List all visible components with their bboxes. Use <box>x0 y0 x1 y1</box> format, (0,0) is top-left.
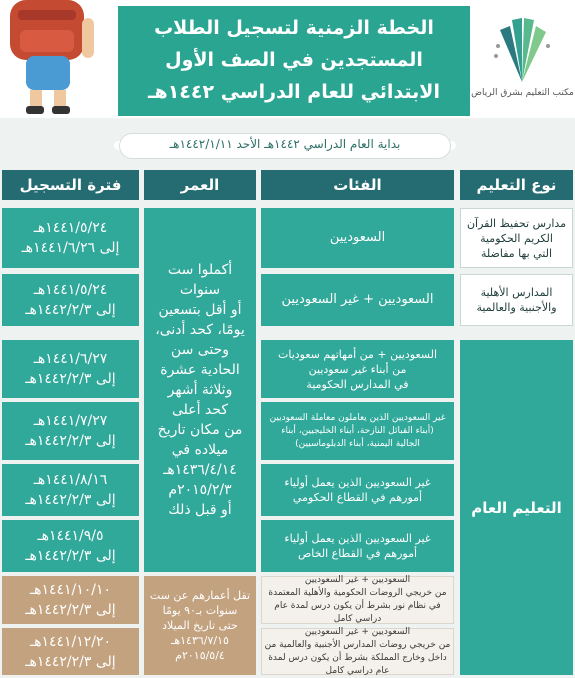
page-title: الخطة الزمنية لتسجيل الطلاب المستجدين في الصف الأول الابتدائي للعام الدراسي ١٤٤٢هـ <box>148 17 440 103</box>
category-text: غير السعوديين الذين يعمل أولياء أمورهم في القطاع الخاص <box>284 532 431 560</box>
registration-period-text: ١٤٤١/١٢/٢٠هـ إلى ١٤٤٢/٢/٣هـ <box>25 633 116 670</box>
category-text: السعوديين + غير السعوديين من خريجي روضات المدارس الأجنبية والعالمية من داخل وخارج المملكة بشرط أن يكون درس لمدة عام دراسي كامل <box>264 626 451 676</box>
category-text: غير السعوديين الذين يعاملون معاملة السعوديين (أبناء القبائل النازحة، أبناء الخليجيين، أبناء الجالية اليمنية، أبناء الدبلوماسيين) <box>269 412 446 449</box>
registration-period-text: ١٤٤١/٥/٢٤هـ إلى ١٤٤١/٦/٢٦هـ <box>21 220 120 256</box>
age-requirement-kindergarten <box>144 576 256 675</box>
category-row-6 <box>261 520 454 572</box>
education-type-private-text: المدارس الأهلية والأجنبية والعالمية <box>476 286 557 314</box>
logo-caption: مكتب التعليم بشرق الرياض <box>471 88 574 98</box>
age-requirement-main-text: أكملوا ست سنوات أو أقل بتسعين يومًا، كحد أدنى، وحتى سن الحادية عشرة وثلاثة أشهر كحد أعلى من مكان تاريخ ميلاده في ١٤٣٦/٤/١٤هـ ٢٠١٥/٢/٣م أو قبل ذلك <box>155 262 245 518</box>
registration-period-text: ١٤٤١/٨/١٦هـ إلى ١٤٤٢/٢/٣هـ <box>25 472 116 508</box>
school-year-start-text: بداية العام الدراسي ١٤٤٢هـ الأحد ١٤٤٢/١/١١هـ <box>169 137 401 151</box>
registration-period-text: ١٤٤١/٥/٢٤هـ إلى ١٤٤٢/٢/٣هـ <box>25 282 116 318</box>
education-type-general-text: التعليم العام <box>471 498 562 517</box>
registration-period-text: ١٤٤١/٦/٢٧هـ إلى ١٤٤٢/٢/٣هـ <box>25 351 116 387</box>
registration-period-4 <box>2 402 139 460</box>
column-header-registration-period: فترة التسجيل <box>2 170 139 200</box>
age-requirement-kindergarten-text: تقل أعمارهم عن ست سنوات بـ٩٠ يومًا حتى تاريخ الميلاد ١٤٣٦/٧/١٥هـ ٢٠١٥/٥/٤م <box>149 589 251 662</box>
registration-period-8 <box>2 628 139 675</box>
column-header-education-type: نوع التعليم <box>460 170 573 200</box>
ministry-logo-icon <box>492 12 552 84</box>
education-type-quran-text: مدارس تحفيظ القرآن الكريم الحكومية التي بها مفاضلة <box>466 216 567 260</box>
logo <box>470 4 575 116</box>
category-text: السعوديين + غير السعوديين <box>281 292 434 307</box>
category-text: السعوديين <box>329 230 386 245</box>
category-row-8 <box>261 628 454 675</box>
school-year-start <box>120 134 450 158</box>
age-requirement-main <box>144 208 256 572</box>
registration-period-6 <box>2 520 139 572</box>
registration-period-3 <box>2 340 139 398</box>
column-header-age: العمر <box>144 170 256 200</box>
category-row-3 <box>261 340 454 398</box>
registration-period-7 <box>2 576 139 624</box>
registration-period-text: ١٤٤١/٩/٥هـ إلى ١٤٤٢/٢/٣هـ <box>25 528 116 564</box>
registration-period-text: ١٤٤١/٧/٢٧هـ إلى ١٤٤٢/٢/٣هـ <box>25 413 116 449</box>
category-text: السعوديين + غير السعوديين من خريجي الروضات الحكومية والأهلية المعتمدة في نظام نور بشرط أن يكون درس لمدة عام دراسي كامل <box>268 575 447 624</box>
category-text: السعوديين + من أمهاتهم سعوديات من أبناء غير سعوديين في المدارس الحكومية <box>277 347 438 391</box>
education-type-quran <box>460 208 573 268</box>
category-text: غير السعوديين الذين يعمل أولياء أمورهم في القطاع الحكومي <box>284 476 431 504</box>
registration-period-text: ١٤٤١/١٠/١٠هـ إلى ١٤٤٢/٢/٣هـ <box>25 582 116 618</box>
category-row-4 <box>261 402 454 460</box>
category-row-7 <box>261 576 454 624</box>
registration-period-1 <box>2 208 139 268</box>
registration-period-2 <box>2 274 139 326</box>
column-header-categories: الفئات <box>261 170 454 200</box>
category-row-1 <box>261 208 454 268</box>
registration-period-5 <box>2 464 139 516</box>
category-row-2 <box>261 274 454 326</box>
education-type-private <box>460 274 573 326</box>
student-illustration <box>0 0 118 118</box>
education-type-general <box>460 340 573 675</box>
category-row-5 <box>261 464 454 516</box>
